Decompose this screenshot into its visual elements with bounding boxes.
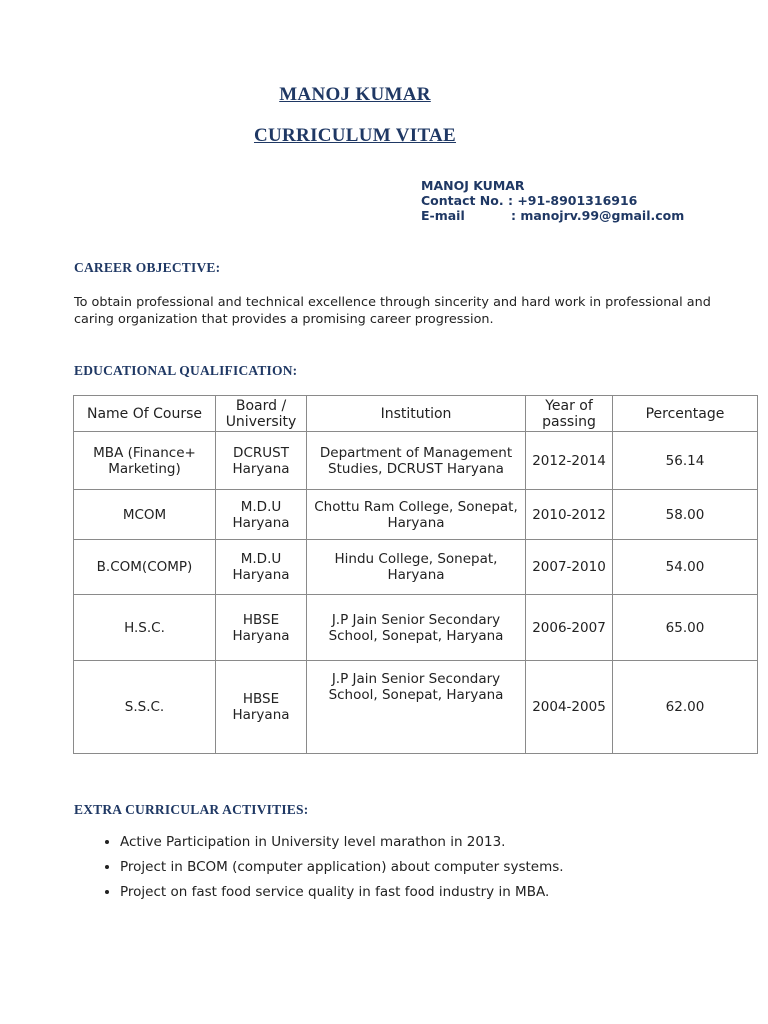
contact-block xyxy=(421,178,684,223)
cell-institution: Hindu College, Sonepat, Haryana xyxy=(307,540,526,595)
cell-institution: Department of Management Studies, DCRUST Haryana xyxy=(307,432,526,490)
column-header-course: Name Of Course xyxy=(74,396,216,432)
contact-email: : manojrv.99@gmail.com xyxy=(511,208,685,223)
cell-institution: J.P Jain Senior Secondary School, Sonepat, Haryana xyxy=(307,595,526,661)
cell-year: 2010-2012 xyxy=(526,490,613,540)
education-table xyxy=(73,395,758,754)
table-row xyxy=(74,540,758,595)
cell-institution: Chottu Ram College, Sonepat, Haryana xyxy=(307,490,526,540)
cell-board: M.D.U Haryana xyxy=(216,540,307,595)
cell-percentage: 65.00 xyxy=(613,595,758,661)
cell-percentage: 56.14 xyxy=(613,432,758,490)
cell-board: HBSE Haryana xyxy=(216,595,307,661)
cell-board: M.D.U Haryana xyxy=(216,490,307,540)
cell-percentage: 58.00 xyxy=(613,490,758,540)
column-header-percentage: Percentage xyxy=(613,396,758,432)
contact-phone-label: Contact No. : xyxy=(421,193,513,208)
cell-board: HBSE Haryana xyxy=(216,661,307,754)
cell-course: S.S.C. xyxy=(74,661,216,754)
list-item: • Project in BCOM (computer application) about computer systems. xyxy=(120,855,760,880)
contact-name: MANOJ KUMAR xyxy=(421,178,525,193)
extra-curricular-list xyxy=(74,830,760,905)
cell-course: B.COM(COMP) xyxy=(74,540,216,595)
table-row xyxy=(74,490,758,540)
career-objective-text: To obtain professional and technical excellence through sincerity and hard work in professional and caring organization that provides a promising career progression. xyxy=(74,295,711,327)
resume-name-title: MANOJ KUMAR xyxy=(279,84,431,105)
resume-subtitle: CURRICULUM VITAE xyxy=(253,125,457,146)
table-row xyxy=(74,595,758,661)
column-header-board: Board / University xyxy=(216,396,307,432)
contact-email-label: E-mail xyxy=(421,208,465,223)
column-header-institution: Institution xyxy=(307,396,526,432)
column-header-year: Year of passing xyxy=(526,396,613,432)
cell-year: 2007-2010 xyxy=(526,540,613,595)
extra-curricular-heading: EXTRA CURRICULAR ACTIVITIES: xyxy=(74,802,309,817)
education-heading: EDUCATIONAL QUALIFICATION: xyxy=(74,363,298,378)
cell-year: 2006-2007 xyxy=(526,595,613,661)
cell-course: MBA (Finance+ Marketing) xyxy=(74,432,216,490)
contact-phone-row xyxy=(421,193,684,208)
cell-year: 2012-2014 xyxy=(526,432,613,490)
cell-year: 2004-2005 xyxy=(526,661,613,754)
list-item: • Project on fast food service quality in fast food industry in MBA. xyxy=(120,880,760,905)
career-objective-heading: CAREER OBJECTIVE: xyxy=(74,260,221,275)
cell-percentage: 54.00 xyxy=(613,540,758,595)
cell-institution: J.P Jain Senior Secondary School, Sonepat, Haryana xyxy=(307,661,526,754)
contact-email-row xyxy=(421,208,684,223)
contact-phone: +91-8901316916 xyxy=(517,193,638,208)
cell-percentage: 62.00 xyxy=(613,661,758,754)
list-item: • Active Participation in University level marathon in 2013. xyxy=(120,830,760,855)
cell-course: MCOM xyxy=(74,490,216,540)
cell-course: H.S.C. xyxy=(74,595,216,661)
table-row xyxy=(74,432,758,490)
cell-board: DCRUST Haryana xyxy=(216,432,307,490)
table-row xyxy=(74,661,758,754)
table-header-row xyxy=(74,396,758,432)
